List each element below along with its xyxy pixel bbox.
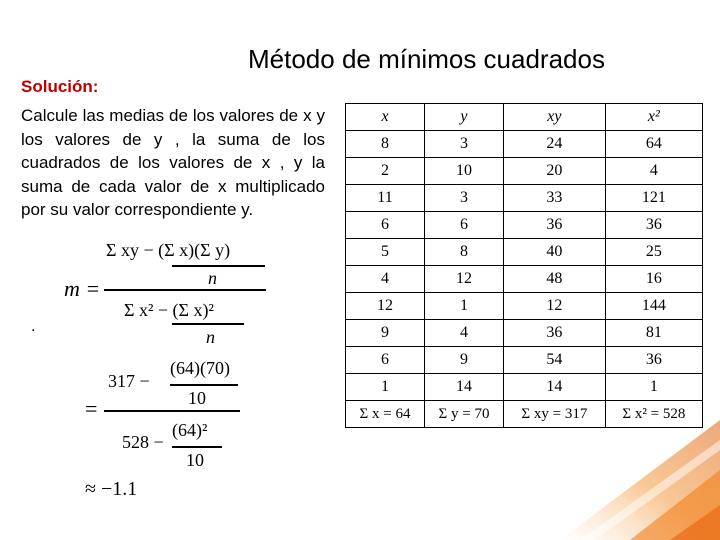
formula-numerator: Σ xy − (Σ x)(Σ y) [106,240,231,260]
cell-x2: 16 [605,266,702,293]
decorative-swoosh [520,380,720,540]
cell-x: 8 [346,131,425,158]
cell-y: 1 [424,293,503,320]
table-header-row [346,104,703,131]
table-row [346,131,703,158]
cell-y: 12 [424,266,503,293]
table-row [346,347,703,374]
formula-denominator-n: n [206,327,215,347]
cell-xy: 33 [503,185,605,212]
sum-x: Σ x = 64 [346,401,425,428]
cell-xy: 36 [503,212,605,239]
numerator-constant: 317 − [108,371,150,391]
stray-dot: . [31,318,36,335]
cell-x: 4 [346,266,425,293]
cell-x2: 1 [605,374,702,401]
table-row [346,239,703,266]
cell-y: 6 [424,212,503,239]
cell-x: 6 [346,212,425,239]
numerator-n-value: 10 [188,388,206,408]
cell-x: 5 [346,239,425,266]
main-fraction-bar-2 [104,410,240,412]
sum-x2: Σ x² = 528 [605,401,702,428]
cell-x: 12 [346,293,425,320]
instruction-paragraph: Calcule las medias de los valores de x y los valores de y , la suma de los cuadrados de los valores de x , y la suma de cada valor de x multiplicado por su valor correspondiente y. [21,106,325,219]
numerator-sub-bar [170,384,238,386]
table-row [346,185,703,212]
cell-y: 4 [424,320,503,347]
inner-fraction-bar [172,265,265,267]
cell-xy: 24 [503,131,605,158]
sum-xy: Σ xy = 317 [503,401,605,428]
cell-x: 2 [346,158,425,185]
formula-numerator-n: n [208,268,217,288]
header-x2: x² [605,104,702,131]
result-approximation: ≈ −1.1 [85,478,138,500]
equals-sign: = [85,396,98,421]
cell-xy: 14 [503,374,605,401]
header-y: y [424,104,503,131]
header-x: x [346,104,425,131]
cell-x2: 4 [605,158,702,185]
cell-y: 3 [424,185,503,212]
main-fraction-bar [104,289,266,291]
cell-y: 8 [424,239,503,266]
cell-x: 11 [346,185,425,212]
cell-xy: 48 [503,266,605,293]
cell-xy: 20 [503,158,605,185]
cell-xy: 12 [503,293,605,320]
denominator-sub-bar [172,446,222,448]
cell-x2: 64 [605,131,702,158]
cell-xy: 36 [503,320,605,347]
sum-y: Σ y = 70 [424,401,503,428]
cell-y: 14 [424,374,503,401]
solution-label: Solución: [21,77,99,96]
denominator-constant: 528 − [122,432,164,452]
denominator-n-value: 10 [186,450,204,470]
table-row [346,158,703,185]
cell-x2: 144 [605,293,702,320]
cell-xy: 54 [503,347,605,374]
formula-lhs: m = [64,276,101,301]
table-row [346,320,703,347]
cell-y: 10 [424,158,503,185]
cell-x: 9 [346,320,425,347]
cell-x2: 81 [605,320,702,347]
cell-x2: 36 [605,212,702,239]
cell-xy: 40 [503,239,605,266]
table-row [346,266,703,293]
formula-denominator: Σ x² − (Σ x)² [124,300,214,320]
numerator-product: (64)(70) [170,358,230,378]
cell-x: 1 [346,374,425,401]
slide-title: Método de mínimos cuadrados [248,44,605,74]
header-xy: xy [503,104,605,131]
cell-x2: 25 [605,239,702,266]
cell-x2: 36 [605,347,702,374]
denominator-square: (64)² [172,420,208,440]
cell-y: 9 [424,347,503,374]
cell-x: 6 [346,347,425,374]
cell-x2: 121 [605,185,702,212]
inner-fraction-bar-2 [172,323,244,325]
cell-y: 3 [424,131,503,158]
table-row [346,293,703,320]
table-row [346,212,703,239]
